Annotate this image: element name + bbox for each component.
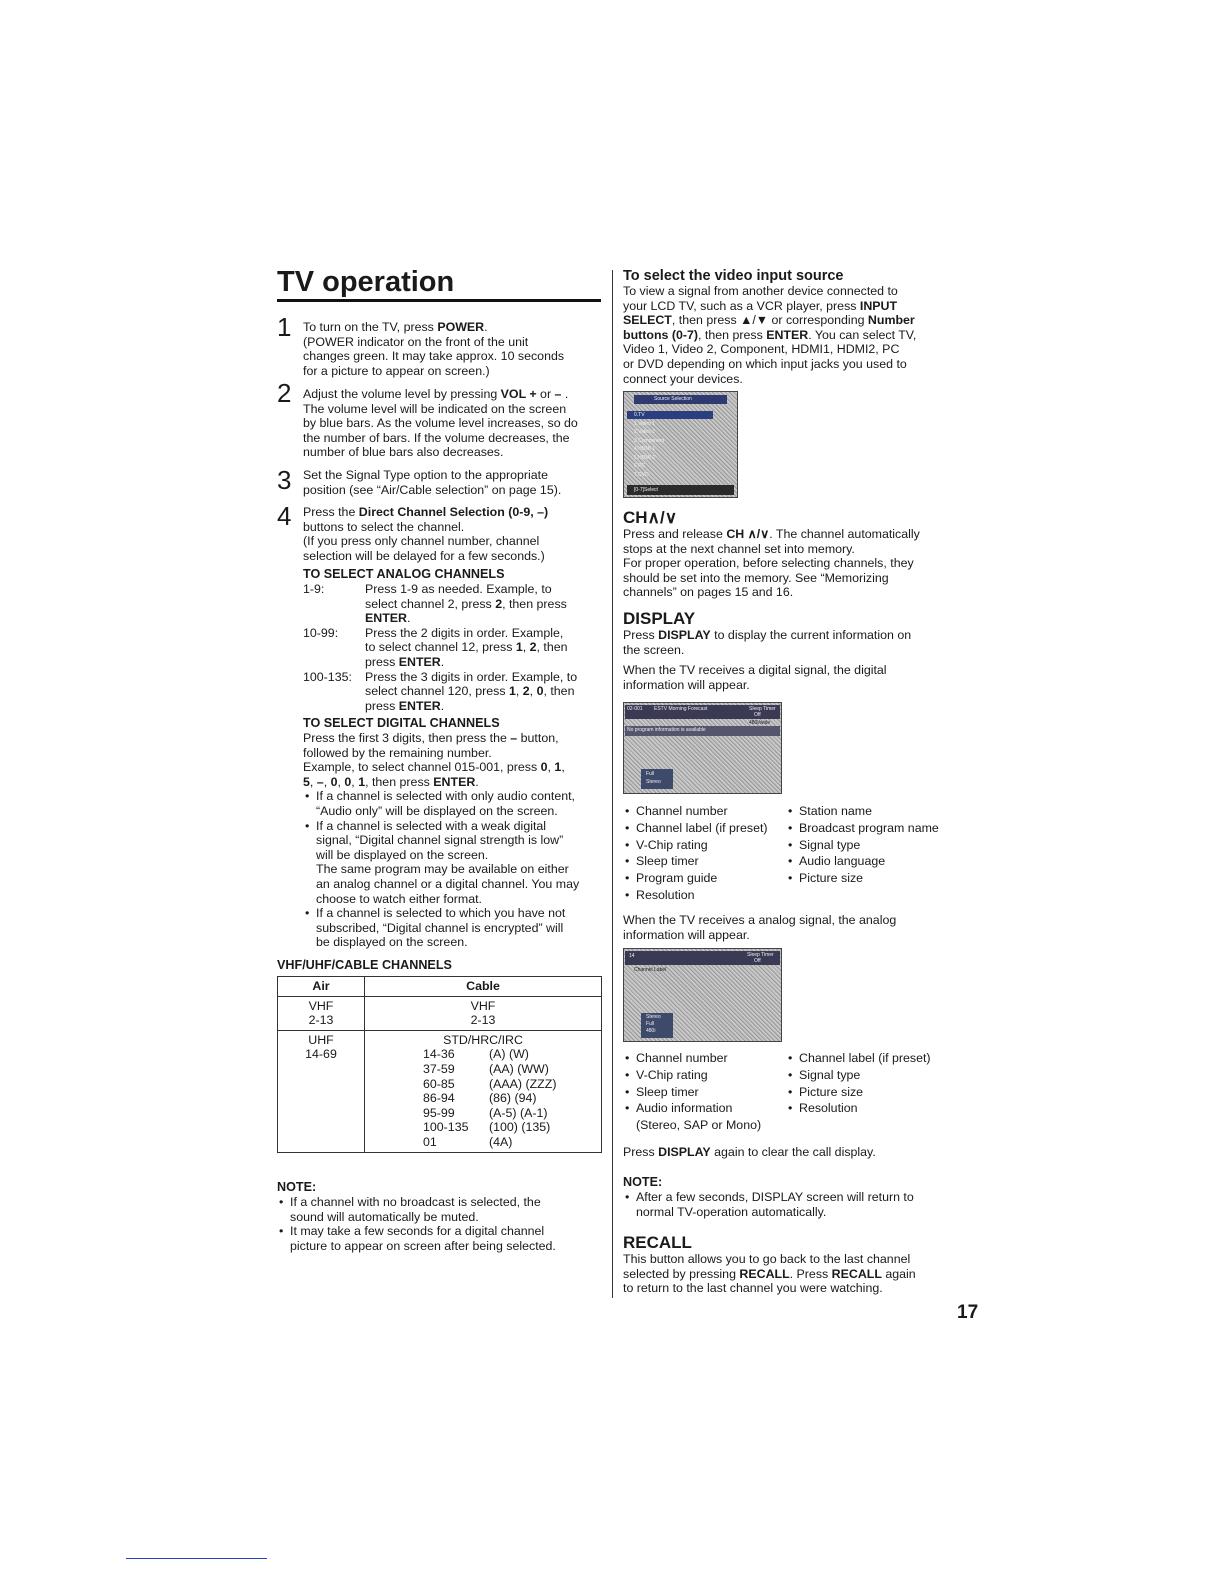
step-number: 3 <box>277 465 292 495</box>
note-bullet: • After a few seconds, DISPLAY screen will return to normal TV-operation automatically. <box>623 1190 953 1219</box>
analog-range: 100-135: <box>303 669 352 684</box>
source-item: 4.HDMI 1 <box>634 446 656 452</box>
cable-rows <box>423 1047 597 1149</box>
list-item: • Program guide <box>623 870 786 887</box>
list-item: • Channel label (if preset) <box>623 820 786 837</box>
digital-section <box>303 716 603 950</box>
std-heading: STD/HRC/IRC <box>443 1032 523 1047</box>
cable-range: 14-36 <box>423 1047 455 1062</box>
source-item: 6.PC <box>634 463 646 469</box>
cable-range: 100-135 <box>423 1120 469 1135</box>
cable-row <box>423 1077 597 1092</box>
input-section <box>623 268 953 386</box>
cell-air-uhf: UHF 14-69 <box>278 1030 365 1152</box>
cable-row <box>423 1047 597 1062</box>
list-item: • Broadcast program name <box>786 820 956 837</box>
note-heading: NOTE: <box>623 1175 663 1189</box>
list-item: • Resolution <box>623 887 786 904</box>
digital-list-right <box>786 803 956 904</box>
screen-channel: 14 <box>629 953 635 959</box>
cable-range: 86-94 <box>423 1091 455 1106</box>
vhf-heading: VHF/UHF/CABLE CHANNELS <box>277 958 452 972</box>
list-item: • Signal type <box>786 1067 956 1084</box>
screen-title: Source Selection <box>654 396 692 402</box>
source-item: 5.HDMI 2 <box>634 454 656 461</box>
screen-program: ESTV Morning Forecast <box>654 706 708 712</box>
list-item: • Channel label (if preset) <box>786 1050 956 1067</box>
step-2-text: Adjust the volume level by pressing VOL + or – . The volume level will be indicated on the screen by blue bars. As the volume level increases, so do the number of bars. If the volume decreases, the number of blue bars also decreases. <box>303 387 578 460</box>
digital-info-list <box>623 803 956 904</box>
ch-heading: CH∧/∨ <box>623 508 678 527</box>
source-item: 3.Component <box>634 437 665 444</box>
cell-air-vhf: VHF 2-13 <box>278 996 365 1030</box>
step-number: 2 <box>277 378 292 408</box>
step-number: 4 <box>277 501 292 531</box>
note-bullet: • If a channel with no broadcast is selected, the sound will automatically be muted. <box>277 1195 597 1224</box>
list-item: • Sleep timer <box>623 1084 786 1101</box>
input-text: To view a signal from another device connected to your LCD TV, such as a VCR player, press INPUT SELECT, then press ▲/▼ or corresponding Number buttons (0-7), then press ENTER. You can select TV, Video 1, Video 2, Component, HDMI1, HDMI2, PC or DVD depending on which input jacks you used to connect your devices. <box>623 284 917 386</box>
title-rule <box>277 299 601 302</box>
source-item: 1.Video 1 <box>634 420 656 427</box>
analog-list-right <box>786 1050 956 1134</box>
step-number: 1 <box>277 312 292 342</box>
analog-list-left-col <box>623 1050 786 1134</box>
screen-foot: Stereo <box>646 1014 661 1020</box>
cable-codes: (100) (135) <box>489 1120 551 1135</box>
analog-rows <box>303 582 603 713</box>
screen-resolution: 480i/wide <box>749 720 771 726</box>
screen-channel: 02-001 <box>627 706 643 712</box>
screen-sleep-label: Sleep Timer <box>749 706 776 712</box>
note-left-bullets <box>277 1195 597 1253</box>
source-item: 7.DVD <box>634 471 649 478</box>
note-heading: NOTE: <box>277 1180 317 1194</box>
digital-heading: TO SELECT DIGITAL CHANNELS <box>303 716 500 730</box>
screen-foot-2: Stereo <box>646 779 661 785</box>
screen-channel-label: Channel Label <box>634 967 667 973</box>
col-air: Air <box>278 977 365 997</box>
column-divider <box>612 270 613 1298</box>
cell-cable-vhf: VHF 2-13 <box>365 996 602 1030</box>
table-row <box>278 1030 602 1152</box>
cable-row <box>423 1120 597 1135</box>
digital-bullet: • If a channel is selected with a weak digital signal, “Digital channel signal strength is low” will be displayed on the screen. The same program may be available on either an analog channel or a digital channel. You may choose to watch either format. <box>303 819 603 907</box>
cable-range: 37-59 <box>423 1061 455 1076</box>
ch-text: Press and release CH ∧/∨. The channel automatically stops at the next channel set into memory. For proper operation, before selecting channels, they should be set into the memory. See “Memorizing channels” on pages 15 and 16. <box>623 527 920 600</box>
list-item: • Channel number <box>623 1050 786 1067</box>
table-header-row <box>278 977 602 997</box>
analog-heading: TO SELECT ANALOG CHANNELS <box>303 567 505 581</box>
cable-row <box>423 1091 597 1106</box>
list-item: • Audio information <box>623 1100 786 1117</box>
cable-range: 60-85 <box>423 1076 455 1091</box>
note-right-bullets <box>623 1190 953 1219</box>
analog-row <box>303 670 603 714</box>
analog-info-screen <box>623 948 782 1042</box>
step-1-text: To turn on the TV, press POWER. (POWER indicator on the front of the unit changes green. It may take approx. 10 seconds for a picture to appear on screen.) <box>303 320 565 378</box>
cell-cable-std <box>365 1030 602 1152</box>
list-item: • Station name <box>786 803 956 820</box>
step-4-text: Press the Direct Channel Selection (0-9, –) buttons to select the channel. (If you press only channel number, channel selection will be delayed for a few seconds.) <box>303 505 549 563</box>
list-item: • V-Chip rating <box>623 1067 786 1084</box>
cable-codes: (86) (94) <box>489 1091 537 1106</box>
analog-desc: Press the 2 digits in order. Example, to select channel 12, press 1, 2, then press ENTER. <box>365 625 568 669</box>
list-item: • Picture size <box>786 870 956 887</box>
ch-section <box>623 508 953 600</box>
step-3-text: Set the Signal Type option to the appropriate position (see “Air/Cable selection” on page 15). <box>303 468 562 497</box>
analog-desc: Press the 3 digits in order. Example, to select channel 120, press 1, 2, 0, then press ENTER. <box>365 669 578 713</box>
list-item: • Channel number <box>623 803 786 820</box>
analog-range: 10-99: <box>303 625 339 640</box>
cable-codes: (AAA) (ZZZ) <box>489 1076 557 1091</box>
digital-bullets <box>303 789 603 950</box>
source-item: 0.TV <box>634 412 645 418</box>
table-row <box>278 996 602 1030</box>
digital-bullet: • If a channel is selected with only audio content, “Audio only” will be displayed on the screen. <box>303 789 603 818</box>
screen-foot: Full <box>646 771 655 777</box>
cable-codes: (A) (W) <box>489 1047 529 1062</box>
screen-foot-2: Full <box>646 1021 655 1027</box>
digital-text: Press the first 3 digits, then press the – button, followed by the remaining number. Example, to select channel 015-001, press 0, 1, 5, –, 0, 0, 1, then press ENTER. <box>303 731 565 789</box>
recall-heading: RECALL <box>623 1233 692 1252</box>
list-item: • Audio language <box>786 853 956 870</box>
bottom-rule <box>126 1558 267 1559</box>
screen-sleep-label: Sleep Timer <box>747 952 774 958</box>
recall-text: This button allows you to go back to the last channel selected by pressing RECALL. Press RECALL again to return to the last channel you were watching. <box>623 1252 916 1296</box>
analog-section <box>303 567 603 713</box>
display-section <box>623 609 953 692</box>
analog-desc: Press 1-9 as needed. Example, to select channel 2, press 2, then press ENTER. <box>365 582 567 626</box>
display-text-1: Press DISPLAY to display the current information on the screen. <box>623 628 912 657</box>
cable-range: 01 <box>423 1134 437 1149</box>
list-item: • Resolution <box>786 1100 956 1117</box>
list-item: • Signal type <box>786 837 956 854</box>
display-text-2: When the TV receives a digital signal, the digital information will appear. <box>623 663 887 692</box>
analog-range: 1-9: <box>303 582 325 596</box>
display-text-3: When the TV receives a analog signal, the analog information will appear. <box>623 913 897 942</box>
source-items <box>634 411 664 479</box>
page-number: 17 <box>957 1302 979 1323</box>
source-selection-screen <box>623 391 738 498</box>
screen-note: No program information is available <box>627 727 706 733</box>
input-heading: To select the video input source <box>623 268 844 284</box>
note-left <box>277 1180 597 1253</box>
recall-section <box>623 1233 953 1296</box>
screen-sleep-value: Off <box>754 712 761 718</box>
cable-range: 95-99 <box>423 1105 455 1120</box>
vhf-section <box>277 958 603 1153</box>
screen-foot-3: 480i <box>646 1028 656 1034</box>
analog-list-left <box>623 1050 786 1117</box>
digital-info-screen <box>623 702 782 794</box>
analog-list-extra: (Stereo, SAP or Mono) <box>636 1118 762 1133</box>
list-item: • Picture size <box>786 1084 956 1101</box>
list-item: • V-Chip rating <box>623 837 786 854</box>
analog-info-list <box>623 1050 956 1134</box>
col-cable: Cable <box>365 977 602 997</box>
list-item: • Sleep timer <box>623 853 786 870</box>
analog-row <box>303 626 603 670</box>
source-item: 2.Video 2 <box>634 429 656 435</box>
cable-row <box>423 1135 597 1150</box>
display-heading: DISPLAY <box>623 609 696 628</box>
note-right <box>623 1175 953 1219</box>
cable-codes: (A-5) (A-1) <box>489 1105 548 1120</box>
cable-row <box>423 1062 597 1077</box>
analog-row <box>303 582 603 626</box>
digital-bullet: • If a channel is selected to which you have not subscribed, “Digital channel is encrypted” will be displayed on the screen. <box>303 906 603 950</box>
screen-sleep-value: Off <box>754 958 761 964</box>
cable-row <box>423 1106 597 1121</box>
display-text-4: Press DISPLAY again to clear the call display. <box>623 1145 876 1159</box>
channel-table <box>277 976 602 1153</box>
screen-footer: [0-7]Select <box>634 487 658 493</box>
cable-codes: (AA) (WW) <box>489 1061 549 1076</box>
digital-list-left <box>623 803 786 904</box>
note-bullet: • It may take a few seconds for a digital channel picture to appear on screen after being selected. <box>277 1224 597 1253</box>
cable-codes: (4A) <box>489 1134 513 1149</box>
page-title: TV operation <box>277 266 455 298</box>
